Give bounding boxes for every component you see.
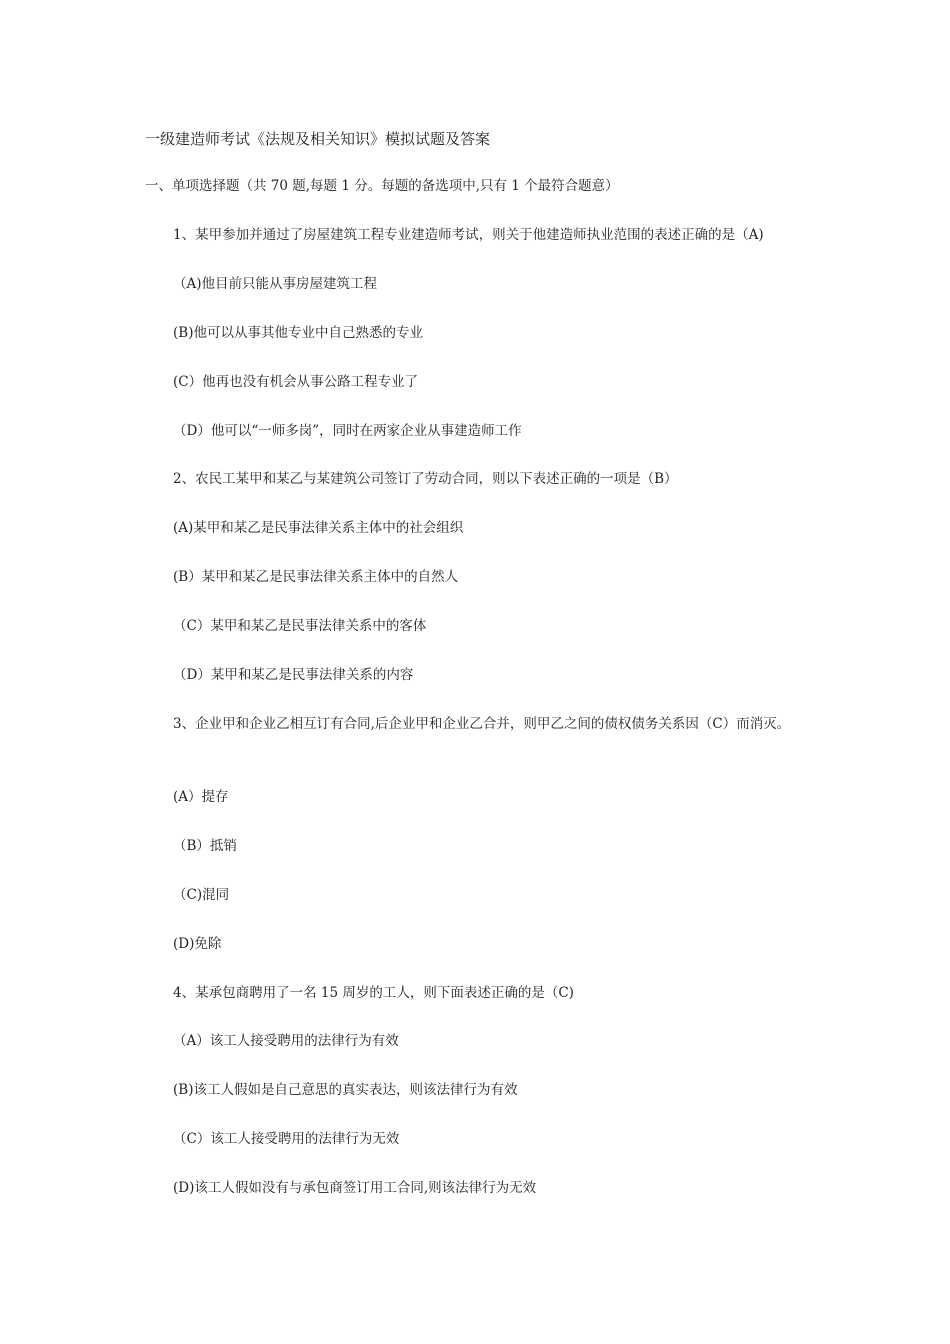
option-3-c: （C)混同 bbox=[173, 887, 230, 903]
option-4-c: （C）该工人接受聘用的法律行为无效 bbox=[173, 1131, 400, 1147]
option-2-c: （C）某甲和某乙是民事法律关系中的客体 bbox=[173, 618, 427, 634]
option-4-b: (B)该工人假如是自己意思的真实表达，则该法律行为有效 bbox=[173, 1082, 518, 1098]
question-stem-3: 3、企业甲和企业乙相互订有合同,后企业甲和企业乙合并，则甲乙之间的债权债务关系因（C）而消灭。 bbox=[173, 716, 791, 732]
option-3-a: (A）提存 bbox=[173, 789, 229, 805]
section-heading: 一、单项选择题（共 70 题,每题 1 分。每题的备选项中,只有 1 个最符合题意） bbox=[145, 178, 619, 194]
option-1-c: (C）他再也没有机会从事公路工程专业了 bbox=[173, 374, 419, 390]
question-stem-2: 2、农民工某甲和某乙与某建筑公司签订了劳动合同，则以下表述正确的一项是（B） bbox=[173, 471, 678, 487]
option-2-b: (B）某甲和某乙是民事法律关系主体中的自然人 bbox=[173, 569, 459, 585]
option-4-d: (D)该工人假如没有与承包商签订用工合同,则该法律行为无效 bbox=[173, 1180, 537, 1196]
question-stem-4: 4、某承包商聘用了一名 15 周岁的工人，则下面表述正确的是（C) bbox=[173, 985, 574, 1001]
option-1-a: （A)他目前只能从事房屋建筑工程 bbox=[173, 276, 378, 292]
option-4-a: （A）该工人接受聘用的法律行为有效 bbox=[173, 1033, 399, 1049]
option-1-b: (B)他可以从事其他专业中自己熟悉的专业 bbox=[173, 325, 423, 341]
question-stem-1: 1、某甲参加并通过了房屋建筑工程专业建造师考试，则关于他建造师执业范围的表述正确的是（A) bbox=[173, 227, 764, 243]
option-2-d: （D）某甲和某乙是民事法律关系的内容 bbox=[173, 667, 414, 683]
option-3-b: （B）抵销 bbox=[173, 838, 237, 854]
option-2-a: (A)某甲和某乙是民事法律关系主体中的社会组织 bbox=[173, 520, 464, 536]
option-3-d: (D)免除 bbox=[173, 936, 222, 952]
option-1-d: （D）他可以“一师多岗”，同时在两家企业从事建造师工作 bbox=[173, 423, 522, 439]
document-title: 一级建造师考试《法规及相关知识》模拟试题及答案 bbox=[145, 130, 491, 148]
